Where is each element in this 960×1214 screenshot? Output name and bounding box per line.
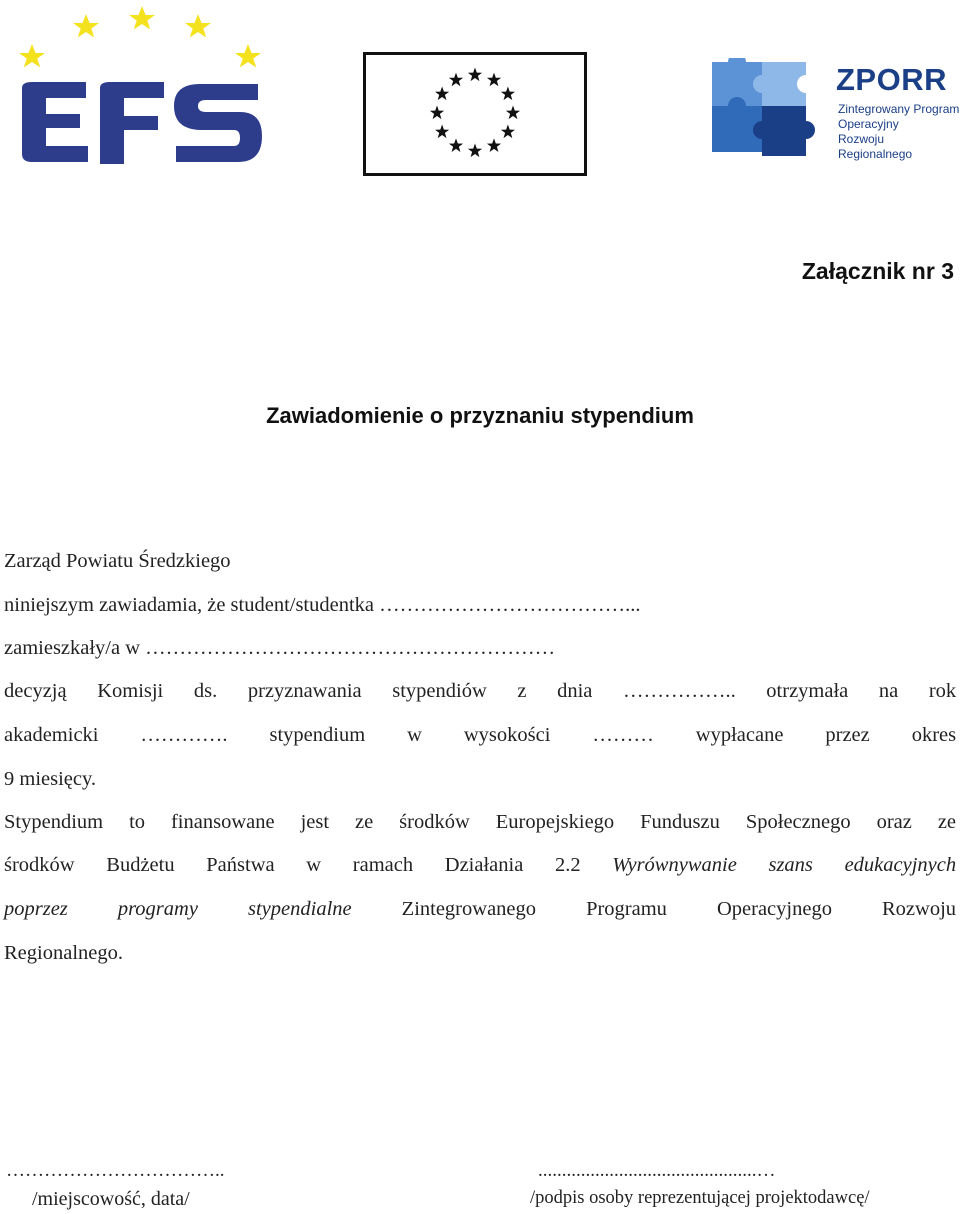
word: stypendium: [269, 724, 366, 746]
word: Operacyjnego: [716, 898, 832, 920]
word: w: [407, 724, 422, 746]
word: środków: [399, 811, 470, 833]
word: wypłacane: [695, 724, 784, 746]
word: 2.2: [554, 854, 581, 876]
word: na: [878, 680, 899, 702]
word: rok: [928, 680, 957, 702]
body-line-7: [4, 811, 956, 834]
body-line-4: [4, 680, 956, 703]
word: Komisji: [97, 680, 164, 702]
body-line-2: niniejszym zawiadamia, że student/studentka ………………………………...: [4, 594, 641, 616]
word: Wyrównywanie: [612, 854, 737, 876]
star-icon: [501, 125, 515, 139]
word: otrzymała: [766, 680, 849, 702]
word: to: [129, 811, 146, 833]
word: szans: [768, 854, 813, 876]
star-icon: [435, 87, 449, 101]
word: Budżetu: [106, 854, 175, 876]
word: Rozwoju: [882, 898, 957, 920]
word: dnia: [557, 680, 593, 702]
word: Działania: [444, 854, 524, 876]
word: wysokości: [463, 724, 551, 746]
word: Społecznego: [745, 811, 851, 833]
place-date-dots: ……………………………..: [6, 1160, 225, 1181]
star-icon: [487, 73, 501, 87]
word: programy: [117, 898, 198, 920]
word: akademicki: [4, 724, 99, 746]
star-icon: [487, 138, 501, 152]
body-line-10: Regionalnego.: [4, 942, 123, 964]
body-line-1: Zarząd Powiatu Średzkiego: [4, 550, 231, 572]
star-icon: [468, 144, 482, 158]
word: przez: [825, 724, 870, 746]
word: Europejskiego: [495, 811, 615, 833]
word: stypendialne: [248, 898, 352, 920]
word: ds.: [193, 680, 218, 702]
efs-logo-graphic: [8, 2, 270, 170]
star-icon: [73, 14, 99, 38]
signature-label: /podpis osoby reprezentującej projektodawcę/: [530, 1188, 870, 1208]
body-line-8: [4, 854, 956, 877]
word: jest: [300, 811, 330, 833]
word: ze: [355, 811, 374, 833]
zporr-line-3: Rozwoju Regionalnego: [838, 132, 913, 161]
efs-logo: [8, 2, 270, 170]
word: finansowane: [170, 811, 275, 833]
word: oraz: [876, 811, 912, 833]
star-icon: [506, 106, 520, 120]
annex-label: Załącznik nr 3: [801, 258, 954, 284]
star-icon: [449, 73, 463, 87]
zporr-line-1: Zintegrowany Program: [838, 102, 960, 116]
star-icon: [430, 106, 444, 120]
zporr-name: ZPORR: [836, 62, 947, 97]
word: Zintegrowanego: [401, 898, 537, 920]
word: Funduszu: [640, 811, 720, 833]
signature-dots: ..............................................…: [538, 1160, 776, 1181]
star-icon: [449, 138, 463, 152]
word: w: [306, 854, 322, 876]
word: ……………..: [622, 680, 736, 702]
word: decyzją: [4, 680, 67, 702]
star-icon: [235, 44, 261, 68]
word: Stypendium: [4, 811, 104, 833]
word: poprzez: [4, 898, 68, 920]
word: ze: [937, 811, 957, 833]
body-line-3: zamieszkały/a w ……………………………………………………: [4, 637, 556, 659]
body-line-6: 9 miesięcy.: [4, 768, 97, 790]
word: środków: [4, 854, 75, 876]
word: z: [517, 680, 527, 702]
word: ………: [592, 724, 654, 746]
word: edukacyjnych: [844, 854, 957, 876]
word: Programu: [586, 898, 667, 920]
star-icon: [129, 6, 155, 30]
zporr-line-2: Operacyjny: [838, 117, 899, 131]
word: Państwa: [206, 854, 275, 876]
body-line-9: [4, 898, 956, 921]
puzzle-icon: [708, 58, 828, 162]
eu-flag-logo: [363, 52, 587, 176]
place-date-label: /miejscowość, data/: [32, 1188, 190, 1210]
star-icon: [185, 14, 211, 38]
word: ramach: [352, 854, 414, 876]
body-line-5: [4, 724, 956, 747]
zporr-logo: [708, 58, 960, 162]
star-icon: [501, 87, 515, 101]
word: okres: [911, 724, 957, 746]
word: stypendiów: [392, 680, 487, 702]
eu-stars-circle-icon: [366, 55, 584, 173]
document-title: Zawiadomienie o przyznaniu stypendium: [266, 403, 694, 428]
word: przyznawania: [247, 680, 362, 702]
star-icon: [468, 68, 482, 82]
word: ………….: [140, 724, 228, 746]
star-icon: [19, 44, 45, 68]
star-icon: [435, 125, 449, 139]
